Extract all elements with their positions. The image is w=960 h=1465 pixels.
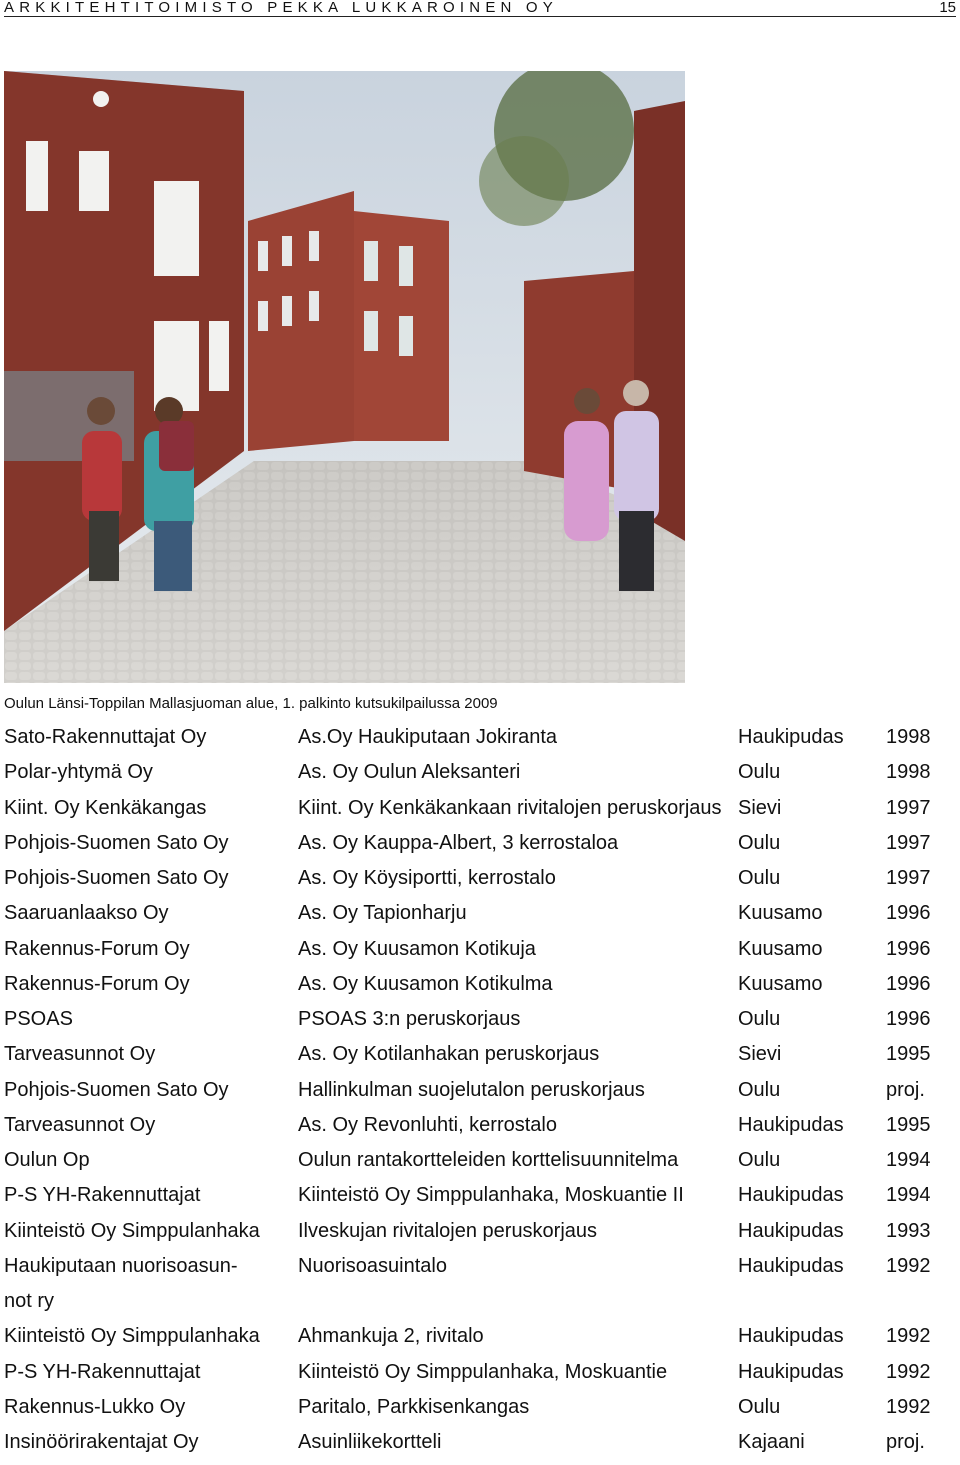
project-row	[0, 1395, 960, 1430]
project-row	[0, 1042, 960, 1077]
project-place: Haukipudas	[738, 1219, 844, 1242]
project-row	[0, 831, 960, 866]
project-name: As. Oy Kotilanhakan peruskorjaus	[298, 1043, 600, 1066]
project-year: 1995	[886, 1043, 931, 1066]
project-name: Kiinteistö Oy Simppulanhaka, Moskuantie II	[298, 1184, 684, 1207]
project-row	[0, 1148, 960, 1183]
project-client: Sato-Rakennuttajat Oy	[4, 726, 207, 748]
project-year: 1996	[886, 937, 931, 960]
project-client: Rakennus-Forum Oy	[4, 937, 190, 960]
project-client: Oulun Op	[4, 1149, 90, 1171]
project-name: As. Oy Tapionharju	[298, 902, 467, 925]
project-place: Haukipudas	[738, 1360, 844, 1383]
project-client: Pohjois-Suomen Sato Oy	[4, 1078, 229, 1101]
project-place: Kajaani	[738, 1431, 805, 1453]
project-name: As. Oy Kuusamon Kotikuja	[298, 937, 536, 960]
project-name: Ilveskujan rivitalojen peruskorjaus	[298, 1219, 598, 1242]
project-year: 1992	[886, 1254, 931, 1277]
project-row	[0, 1007, 960, 1042]
project-name: As. Oy Revonluhti, kerrostalo	[298, 1113, 557, 1136]
project-row	[0, 866, 960, 901]
project-row	[0, 1324, 960, 1359]
page-header	[4, 0, 956, 17]
project-name: As.Oy Haukiputaan Jokiranta	[298, 726, 558, 748]
project-row	[0, 901, 960, 936]
project-row	[0, 1219, 960, 1254]
project-client: PSOAS	[4, 1008, 73, 1030]
project-client: Tarveasunnot Oy	[4, 1113, 156, 1136]
project-client: Kiinteistö Oy Simppulanhaka	[4, 1325, 260, 1348]
project-year: 1996	[886, 972, 931, 995]
project-place: Oulu	[738, 1395, 781, 1418]
project-year: 1992	[886, 1360, 931, 1383]
project-place: Haukipudas	[738, 1325, 844, 1348]
project-year: 1997	[886, 796, 931, 819]
project-client: P-S YH-Rakennuttajat	[4, 1184, 201, 1207]
project-row	[0, 725, 960, 760]
figure-caption: Oulun Länsi-Toppilan Mallasjuoman alue, 1. palkinto kutsukilpailussa 2009	[4, 695, 498, 712]
project-year: 1994	[886, 1184, 931, 1207]
project-client: Pohjois-Suomen Sato Oy	[4, 867, 229, 889]
project-client: Haukiputaan nuorisoasun-	[4, 1254, 238, 1277]
project-client: Pohjois-Suomen Sato Oy	[4, 831, 229, 854]
architectural-rendering	[4, 71, 685, 683]
project-name: Oulun rantakortteleiden korttelisuunnitelma	[298, 1149, 679, 1171]
project-year: 1996	[886, 902, 931, 925]
project-name: Asuinliikekortteli	[298, 1431, 442, 1453]
project-row	[0, 796, 960, 831]
project-place: Oulu	[738, 1149, 781, 1171]
project-year: 1998	[886, 726, 931, 748]
project-client: P-S YH-Rakennuttajat	[4, 1360, 201, 1383]
project-row	[0, 972, 960, 1007]
project-place: Oulu	[738, 761, 781, 784]
project-client: Polar-yhtymä Oy	[4, 761, 153, 784]
project-client: Kiint. Oy Kenkäkangas	[4, 796, 207, 819]
project-place: Kuusamo	[738, 902, 823, 925]
project-name: As. Oy Kuusamon Kotikulma	[298, 972, 553, 995]
project-client: Tarveasunnot Oy	[4, 1043, 156, 1066]
project-row	[0, 1113, 960, 1148]
page-number: 15	[939, 0, 956, 16]
project-row	[0, 1360, 960, 1395]
project-row	[0, 760, 960, 795]
project-client: Insinöörirakentajat Oy	[4, 1431, 199, 1453]
project-name: Hallinkulman suojelutalon peruskorjaus	[298, 1078, 645, 1101]
project-place: Oulu	[738, 1078, 781, 1101]
project-year: 1997	[886, 831, 931, 854]
project-year: 1992	[886, 1325, 931, 1348]
project-client: Rakennus-Lukko Oy	[4, 1395, 186, 1418]
project-name: PSOAS 3:n peruskorjaus	[298, 1008, 521, 1030]
project-place: Kuusamo	[738, 937, 823, 960]
project-name: Ahmankuja 2, rivitalo	[298, 1325, 484, 1348]
project-row	[0, 937, 960, 972]
project-place: Haukipudas	[738, 1113, 844, 1136]
project-place: Haukipudas	[738, 1254, 844, 1277]
project-year: 1994	[886, 1149, 931, 1171]
project-row	[0, 1430, 960, 1465]
project-year: 1993	[886, 1219, 931, 1242]
project-name: Kiint. Oy Kenkäkankaan rivitalojen peruskorjaus	[298, 796, 722, 819]
project-client: Kiinteistö Oy Simppulanhaka	[4, 1219, 260, 1242]
project-client: Saaruanlaakso Oy	[4, 902, 169, 925]
project-place: Sievi	[738, 1043, 782, 1066]
project-client: Rakennus-Forum Oy	[4, 972, 190, 995]
project-year: 1995	[886, 1113, 931, 1136]
project-row	[0, 1289, 960, 1324]
project-place: Haukipudas	[738, 726, 844, 748]
project-year: 1997	[886, 867, 931, 889]
project-place: Oulu	[738, 867, 781, 889]
project-year: proj.	[886, 1078, 925, 1101]
project-year: 1992	[886, 1395, 931, 1418]
project-name: As. Oy Kauppa-Albert, 3 kerrostaloa	[298, 831, 619, 854]
project-place: Oulu	[738, 1008, 781, 1030]
project-row	[0, 1254, 960, 1289]
project-place: Sievi	[738, 796, 782, 819]
project-place: Kuusamo	[738, 972, 823, 995]
project-name: As. Oy Oulun Aleksanteri	[298, 761, 521, 784]
project-place: Haukipudas	[738, 1184, 844, 1207]
project-name: Paritalo, Parkkisenkangas	[298, 1395, 530, 1418]
project-row	[0, 1078, 960, 1113]
project-place: Oulu	[738, 831, 781, 854]
project-year: 1996	[886, 1008, 931, 1030]
project-name: Nuorisoasuintalo	[298, 1254, 447, 1277]
project-row	[0, 1183, 960, 1218]
project-year: 1998	[886, 761, 931, 784]
project-client: not ry	[4, 1290, 55, 1312]
project-year: proj.	[886, 1431, 925, 1453]
project-name: Kiinteistö Oy Simppulanhaka, Moskuantie	[298, 1360, 668, 1383]
office-name: ARKKITEHTITOIMISTO PEKKA LUKKAROINEN OY	[4, 0, 558, 16]
project-name: As. Oy Köysiportti, kerrostalo	[298, 867, 556, 889]
